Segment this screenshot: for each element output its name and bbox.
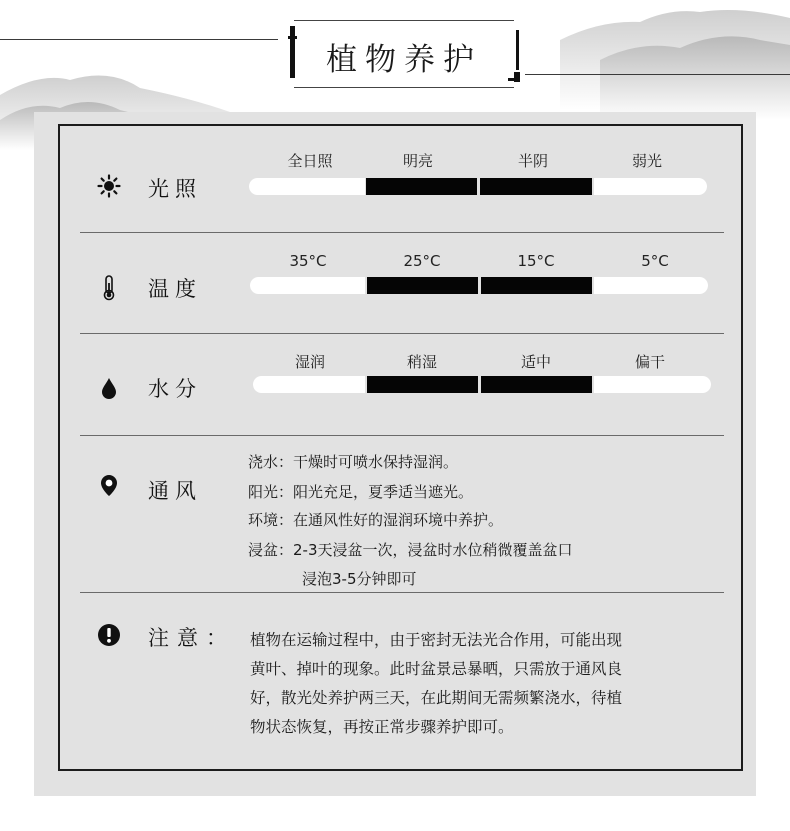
scale-segment-5c bbox=[594, 277, 708, 294]
scale-segment-slightly-moist-active bbox=[367, 376, 478, 393]
care-note-soaking-cont: 浸泡3-5分钟即可 bbox=[302, 570, 417, 588]
scale-segment-full-sun bbox=[249, 178, 365, 195]
location-pin-icon bbox=[96, 473, 122, 499]
row-label-attention: 注意： bbox=[148, 626, 235, 650]
attention-text-line: 好，散光处养护两三天，在此期间无需频繁浇水，待植 bbox=[250, 689, 623, 707]
exclamation-icon bbox=[96, 622, 122, 648]
scale-segment-weak-light bbox=[594, 178, 707, 195]
sun-icon bbox=[96, 173, 122, 199]
row-label-light: 光照 bbox=[148, 177, 202, 201]
scale-segment-35c bbox=[250, 277, 365, 294]
scale-segment-half-shade-active bbox=[480, 178, 592, 195]
row-divider bbox=[80, 333, 724, 334]
water-drop-icon bbox=[96, 375, 122, 401]
scale-label: 15°C bbox=[517, 252, 555, 270]
header-rule-right bbox=[525, 74, 790, 75]
thermometer-icon bbox=[96, 275, 122, 301]
attention-text-line: 植物在运输过程中，由于密封无法光合作用，可能出现 bbox=[250, 631, 623, 649]
row-divider bbox=[80, 435, 724, 436]
header-rule-left bbox=[0, 39, 278, 40]
attention-text-line: 黄叶、掉叶的现象。此时盆景忌暴晒，只需放于通风良 bbox=[250, 660, 623, 678]
scale-label: 弱光 bbox=[631, 152, 662, 170]
scale-label: 稍湿 bbox=[406, 353, 437, 371]
title-bracket-left bbox=[288, 22, 297, 82]
care-note-soaking: 浸盆：2-3天浸盆一次，浸盆时水位稍微覆盖盆口 bbox=[248, 541, 573, 559]
scale-label: 明亮 bbox=[402, 152, 433, 170]
row-label-temperature: 温度 bbox=[148, 277, 202, 301]
scale-segment-bright-active bbox=[366, 178, 477, 195]
title-bracket-right bbox=[508, 30, 522, 84]
scale-label: 5°C bbox=[641, 252, 669, 270]
scale-segment-25c-active bbox=[367, 277, 478, 294]
scale-label: 全日照 bbox=[287, 152, 333, 170]
page-title: 植物养护 bbox=[326, 42, 482, 78]
scale-segment-moderate-active bbox=[481, 376, 592, 393]
scale-segment-moist bbox=[253, 376, 365, 393]
row-divider bbox=[80, 232, 724, 233]
scale-segment-15c-active bbox=[481, 277, 592, 294]
scale-label: 适中 bbox=[520, 353, 551, 371]
scale-label: 偏干 bbox=[634, 353, 665, 371]
care-note-sunlight: 阳光：阳光充足，夏季适当遮光。 bbox=[248, 483, 474, 501]
row-label-water: 水分 bbox=[148, 377, 202, 401]
row-divider bbox=[80, 592, 724, 593]
row-label-ventilation: 通风 bbox=[148, 479, 202, 503]
care-note-environment: 环境：在通风性好的湿润环境中养护。 bbox=[248, 511, 504, 529]
care-note-watering: 浇水：干燥时可喷水保持湿润。 bbox=[248, 453, 459, 471]
attention-text-line: 物状态恢复，再按正常步骤养护即可。 bbox=[250, 718, 514, 736]
scale-label: 湿润 bbox=[294, 353, 325, 371]
scale-label: 半阴 bbox=[517, 152, 548, 170]
scale-segment-dry bbox=[594, 376, 711, 393]
scale-label: 35°C bbox=[289, 252, 327, 270]
scale-label: 25°C bbox=[403, 252, 441, 270]
